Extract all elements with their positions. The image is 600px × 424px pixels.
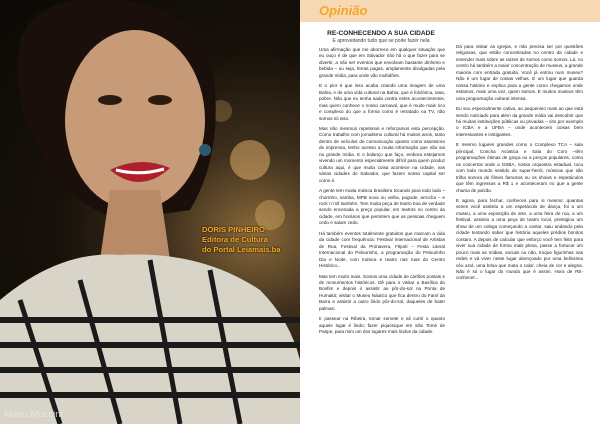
section-header: [300, 0, 600, 22]
paragraph: Mas não mesmos repetimos e reforçamos esta percepção. Como trabalho com jornalismo cultural há muitos anos, tanto dentro de veículos de comunicação quanto como assessora de imprensa, tenho acesso a muita informação que não sai na grande mídia. E o balanço que faço, embora estejamos vivendo um momento especialmente difícil para quem produz cultura aqui, é que muita coisa acontece na cidade, nas várias cidades do Salvador, que fazem nossa capital ser como é.: [319, 125, 445, 183]
paragraph: E mesmo lugares grandes como o Complexo TCA – sala principal, Concha Acústica e Sala do Coro –têm programações ótimas de graça ou a preços populares, como os concertos onde a OSBA, nossa orquestra estadual, toca com todo mundo vestido de super-herói, músicas que são trilha sonora de filmes famosos ou os shows e espetáculos que têm ingressos a R$ 1 e aconteceram no que a gente chama de palcão.: [456, 142, 583, 193]
article-column-2: [456, 44, 583, 286]
article-subtitle: E aproveitando tudo que se pode fazer nela: [332, 38, 430, 44]
paragraph: E o pior é que isso acaba criando uma imagem de uma Bahia, e de uma vida cultural na Bahia, que é folclórica, rasa, pobre. Não que eu tenha nada contra estes acontecimentos, mas quem conhece o nosso carnaval, que é muito mais rico e complexo do que a forma como é retratado na TV, não somos só isso.: [319, 83, 445, 121]
paragraph: Ir passear na Ribeira, tomar sorvete e ali curtir o quanto aquele lugar é lindo; fazer piquenique em São Tomé de Paripe, para mim um dos lugares mais lindos da cidade.: [319, 316, 445, 335]
paragraph: Mas tem muito mais. Somos uma cidade de cartões postais e de monumentos históricos. Dê para ir visitar a Basílica do Bonfim e depois ir assistir ao pôr-do-sol na Ponta de Humaitá; visitar o Museu Náutico que fica dentro do Farol da Barra e assistir a outro lindo pôr-do-sol, daqueles de bater palmas;: [319, 273, 445, 311]
article-title: RE-CONHECENDO A SUA CIDADE: [327, 30, 435, 37]
caption-role: Editora de Cultura: [202, 235, 268, 244]
photo-credit: Manu Muccini: [4, 409, 63, 420]
photo-caption: [202, 225, 281, 255]
paragraph: Dá para visitar as igrejas, e não precisa ser por questões religiosas, que estão concentradas no centro da cidade e entender mais sobre as raízes de somos como somos. Lá, no centro há também a maior concentração de museus, a grande maioria com entrada gratuita. Você já entrou num museu? Não é um lugar de coisas velhas. É um lugar que guarda nossa história e explica para a gente como chegamos onde estamos, mais uma vez, quem somos. E muitos museus têm uma programação cultural intensa.: [456, 44, 583, 101]
paragraph: Eu sou especialmente cativa, ao pequenino mais ao que está sendo noticiado para além da grande mídia vai descobrir que há muitas instituições públicas ou privadas – cito por exemplo o ICBA e a UFBA – onde acontecem coisas bem interessantes e instigantes.: [456, 106, 583, 137]
caption-name: DORIS PINHEIRO: [202, 225, 265, 234]
paragraph: A gente tem muita música brasileira tocando para todo lado – chorinho, samba, MPB nova ou velha, pagode, arrocha – e rock´n´roll também. Tem muita peça de teatro boa de verdade sendo encenada a preço popular, em teatros no centro da cidade, em horários que permitem que as pessoas cheguem cedo e saiam cedo.: [319, 188, 445, 226]
section-title: Opinião: [319, 3, 368, 18]
paragraph: E agora, para fechar, conheces para si mesmo: quantas vezes você assistiu a um espetáculo de dança, foi a um museu, a uma exposição de arte, a uma feira de rua, a um festival, assistiu a uma peça de teatro local, prestigiou um show de um colega começando a cantar, saiu andando pela cidade tentando saber que história aqueles prédios bonitos contam. A depois de calcular que esforço você tem feito para viver sua cidade de forma mais plena, passe a fortucar um pouco mais as mídias, sociais ou não, troque figurinhas nas redes e vá viver neste lugar abençoado por uma belíssima céu azul, uma brisa que mata o calor, cheia de cor e alegria. Não é só o lugar do mundo que é assim. Hora de RE-conhecer...: [456, 197, 583, 281]
paragraph: Há também eventos totalmente gratuitos que marcam a vida da cidade com frequência: Festival Internacional de Artistas de Rua, Festival da Primavera, Fitpoti – Festa Literal Internacional do Pelourinho, a programação do Pelourinho Dia e Noite, com música e teatro nas ruas do Centro Histórico...: [319, 230, 445, 269]
article-column-1: [319, 47, 445, 340]
caption-org: do Portal Leiamais.ba: [202, 245, 281, 254]
paragraph: Uma afirmação que me aborrece em qualquer situação que eu ouço é de que em Salvador não há o que fazer para se divertir, a não ser eventos que envolvam bastante dinheiro e bebida – ou seja, ferras pagas, amplamente divulgadas pela grande mídia, para onde vão multidões.: [319, 47, 445, 78]
